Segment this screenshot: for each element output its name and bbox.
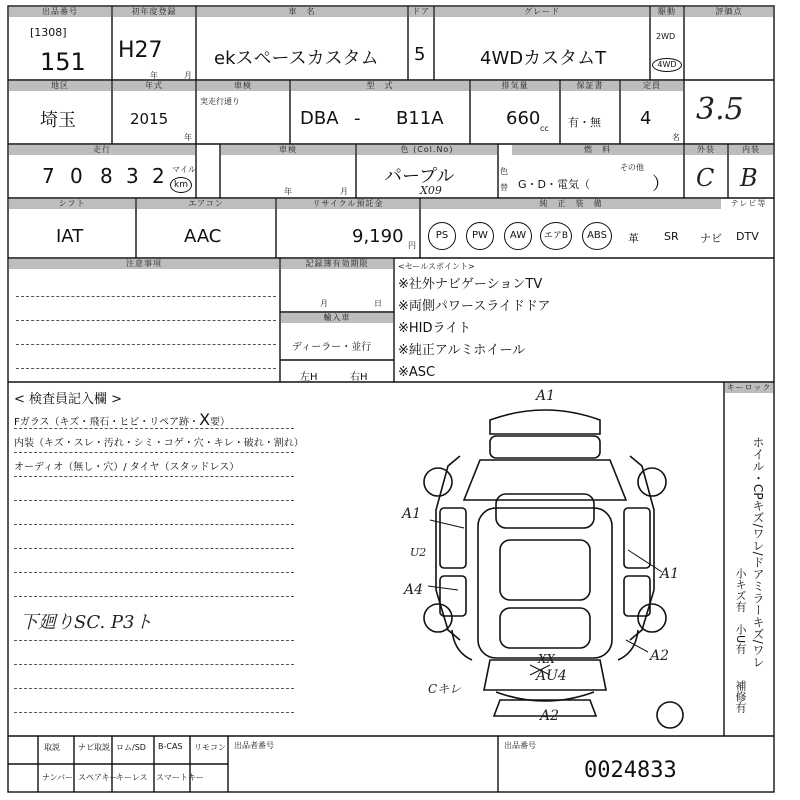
region-header: 地区 <box>9 81 111 91</box>
equip-abs: ABS <box>582 222 612 250</box>
footer-check-rom: ロム/SD <box>116 743 146 752</box>
notes-header: 注意事項 <box>9 259 279 269</box>
footer-check-remote: リモコン <box>194 743 226 752</box>
key-header: キーロック <box>726 383 772 392</box>
inspector-rule <box>14 688 294 689</box>
import-header: 輸入車 <box>281 313 393 323</box>
inspector-rule <box>14 524 294 525</box>
number-label: 出品番号 <box>504 741 536 750</box>
sales-point-item: ※社外ナビゲーションTV <box>398 277 543 292</box>
model-year: 2015 <box>130 110 169 128</box>
equip-dtv: DTV <box>736 230 759 243</box>
shift: IAT <box>56 226 84 247</box>
notes-line <box>16 296 276 297</box>
record-dealer: ディーラー・並行 <box>292 342 372 353</box>
lot-header: 出品番号 <box>9 7 111 17</box>
damage-mark-right-rear: A2 <box>650 648 670 664</box>
era-year: H27 <box>118 38 163 63</box>
equip-airbag: エアB <box>540 222 572 250</box>
interior-grade: B <box>740 164 758 192</box>
type-prefix: DBA <box>300 108 339 129</box>
inspector-rule <box>14 500 294 501</box>
auction-code: [1308] <box>30 26 67 39</box>
damage-mark-left: A1 <box>402 506 422 522</box>
shift-header: シフト <box>9 199 135 209</box>
displacement: 660 <box>506 108 541 129</box>
damage-mark-corner: Cキレ <box>428 682 462 696</box>
inspector-rule <box>14 476 294 477</box>
doors: 5 <box>414 44 426 65</box>
mileage-mile: マイル <box>172 165 196 174</box>
inspector-rule <box>14 452 294 453</box>
capacity-header: 定員 <box>621 81 683 91</box>
score-handwritten: 3.5 <box>696 92 744 127</box>
sales-points-list <box>398 274 550 384</box>
equipment-header: 純 正 装 備 <box>421 199 721 209</box>
footer-check-manual: 取説 <box>44 743 60 752</box>
grade-header: グレード <box>435 7 649 17</box>
drive-4wd-circled: 4WD <box>652 58 682 72</box>
era-month-unit: 月 <box>184 71 192 80</box>
region: 埼玉 <box>40 110 76 131</box>
footer-check-keyless: キーレス <box>116 773 148 782</box>
model-year-unit: 年 <box>184 133 192 142</box>
inspector-line-2: 内装（キズ・スレ・汚れ・シミ・コゲ・穴・キレ・破れ・割れ） <box>14 438 304 449</box>
damage-mark-front: A1 <box>536 388 556 404</box>
car-name-header: 車 名 <box>197 7 407 17</box>
warranty-header: 保証書 <box>561 81 619 91</box>
inspector-line-1 <box>14 410 230 429</box>
fuel-other: その他 <box>620 163 644 172</box>
side-note-3: 補修有 <box>734 680 747 713</box>
recycle-unit: 円 <box>408 241 416 250</box>
displacement-unit: cc <box>540 124 549 133</box>
fuel-header: 燃 料 <box>512 145 683 155</box>
doors-header: ドア <box>409 7 433 17</box>
damage-mark-rear: A2 <box>540 708 560 724</box>
mileage-digit-5: 2 <box>152 164 165 188</box>
inspector-header: < 検査員記入欄 > <box>14 392 123 407</box>
inspector-rule <box>14 572 294 573</box>
footer-check-bcas: B-CAS <box>158 742 183 751</box>
color-header: 色 (Col.No) <box>357 145 497 155</box>
notes-line <box>16 344 276 345</box>
sales-point-item: ※ASC <box>398 365 436 380</box>
drive-2wd: 2WD <box>656 32 676 41</box>
damage-mark-rear-au4: AU4 <box>536 668 567 684</box>
inspection-year: 年 <box>284 187 292 196</box>
grade: 4WDカスタムT <box>480 48 607 69</box>
interior-header: 内装 <box>729 145 773 155</box>
fglass-end: 要） <box>210 417 231 428</box>
side-note-1: 小キズ有 <box>734 568 747 612</box>
inspector-line-3: オーディオ（無し・穴）/ タイヤ（スタッドレス） <box>14 462 240 473</box>
import-note: 実走行通り <box>200 97 240 106</box>
equipment-header-tv: テレビ等 <box>724 199 773 209</box>
exhibitor-label: 出品者番号 <box>234 741 274 750</box>
footer-check-spare-key: スペアキー <box>78 773 118 782</box>
mileage-header: 走行 <box>9 145 195 155</box>
exhibit-number: 0024833 <box>584 758 677 783</box>
type-sep: - <box>354 108 361 129</box>
record-left-hand: 左H <box>300 372 318 383</box>
side-vertical-text: ホイル・CPキズ/ワレ/ドアミラーキズ/ワレ <box>751 436 765 668</box>
mileage-digit-4: 3 <box>126 164 139 188</box>
inspection-month: 月 <box>340 187 348 196</box>
fuel-close: ） <box>652 174 670 195</box>
notes-line <box>16 320 276 321</box>
inspector-rule <box>14 428 294 429</box>
damage-mark-right: A1 <box>660 566 680 582</box>
sales-point-item: ※HIDライト <box>398 321 472 336</box>
inspector-rule <box>14 596 294 597</box>
car-name: ekスペースカスタム <box>214 48 379 69</box>
aircon-header: エアコン <box>137 199 275 209</box>
equip-pw: PW <box>466 222 494 250</box>
footer-check-plate: ナンバー <box>42 773 74 782</box>
type-code: B11A <box>396 108 444 129</box>
type-header: 型 式 <box>291 81 469 91</box>
color-paint: 色 <box>500 167 508 176</box>
mileage-km-circled: km <box>170 177 192 193</box>
first-reg-header: 初年度登録 <box>113 7 195 17</box>
fglass-mark: X <box>199 410 211 429</box>
equip-leather: 革 <box>628 232 639 245</box>
fglass-text: Fガラス（キズ・飛石・ヒビ・リペア跡・ <box>14 417 200 428</box>
sales-points-header: <セールスポイント> <box>398 262 475 271</box>
mileage-digit-2: 0 <box>70 164 83 188</box>
color: パープル <box>384 166 455 187</box>
exterior-header: 外装 <box>685 145 727 155</box>
recycle-header: リサイクル預託金 <box>277 199 419 209</box>
equip-ps: PS <box>428 222 456 250</box>
sales-point-item: ※純正アルミホイール <box>398 343 526 358</box>
damage-mark-rear-xx: XX <box>538 652 556 666</box>
record-book-header: 記録簿有効期限 <box>281 259 393 269</box>
inspector-rule <box>14 640 294 641</box>
color-change: 替 <box>500 183 508 192</box>
footer-check-smart-key: スマートキー <box>156 773 204 782</box>
reg-deadline-header: 車検 <box>197 81 289 91</box>
recycle-fee: 9,190 <box>352 226 404 247</box>
record-right-hand: 右H <box>350 372 368 383</box>
capacity-unit: 名 <box>672 133 680 142</box>
inspection-header: 車検 <box>221 145 355 155</box>
capacity: 4 <box>640 108 652 129</box>
mileage-digit-1: 7 <box>42 164 55 188</box>
record-day: 日 <box>374 299 382 308</box>
side-note-2: 小U有 <box>734 624 747 655</box>
damage-mark-left-u2: U2 <box>410 546 427 559</box>
damage-mark-left-a4: A4 <box>404 582 424 598</box>
score-header: 評価点 <box>685 7 773 17</box>
footer-check-navi-manual: ナビ取説 <box>78 743 110 752</box>
inspector-rule <box>14 712 294 713</box>
equip-navi: ナビ <box>700 232 722 245</box>
model-year-header: 年式 <box>113 81 195 91</box>
displacement-header: 排気量 <box>471 81 559 91</box>
sales-point-item: ※両側パワースライドドア <box>398 299 551 314</box>
equip-sr: SR <box>664 230 679 243</box>
inspector-rule <box>14 548 294 549</box>
era-year-unit: 年 <box>150 71 158 80</box>
aircon: AAC <box>184 226 222 247</box>
mileage-digit-3: 8 <box>100 164 113 188</box>
warranty: 有・無 <box>568 116 601 129</box>
color-no: X09 <box>420 184 442 197</box>
record-month: 月 <box>320 299 328 308</box>
lot-number: 151 <box>40 48 86 76</box>
inspector-rule <box>14 664 294 665</box>
equip-aw: AW <box>504 222 532 250</box>
notes-line <box>16 368 276 369</box>
drive-header: 駆動 <box>651 7 683 17</box>
inspector-handwritten-note: 下廻りSC. P3ト <box>20 612 153 633</box>
fuel: G・D・電気（ <box>518 178 590 191</box>
exterior-grade: C <box>696 164 715 192</box>
